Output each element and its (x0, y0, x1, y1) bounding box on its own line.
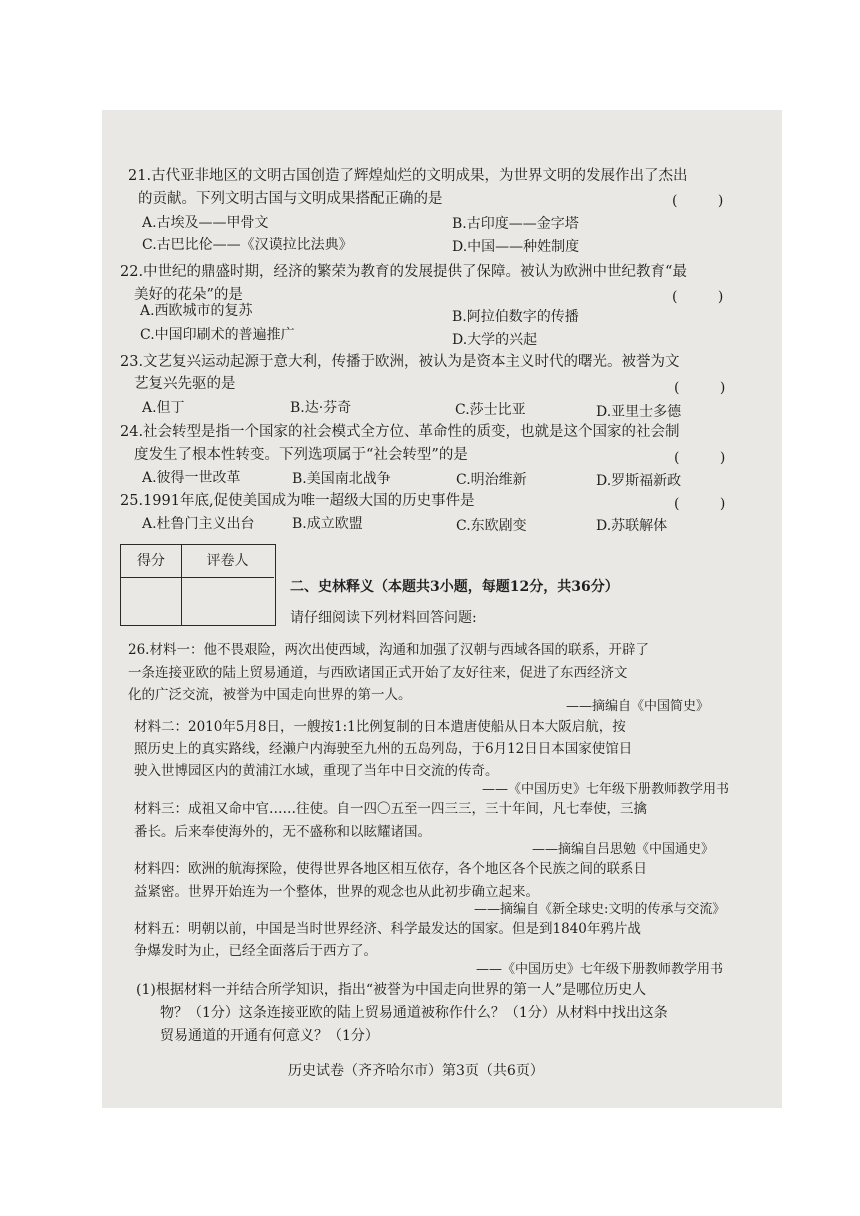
q25-stem: 25.1991年底,促使美国成为唯一超级大国的历史事件是 (120, 493, 475, 509)
q25-option-c: C.东欧剧变 (456, 518, 527, 534)
q26-material2-line3: 驶入世博园区内的黄浦江水域，重现了当年中日交流的传奇。 (134, 763, 499, 779)
q23-stem-line1: 23.文艺复兴运动起源于意大利，传播于欧洲，被认为是资本主义时代的曙光。被誉为文 (120, 354, 680, 370)
q21-option-c: C.古巴比伦——《汉谟拉比法典》 (142, 237, 353, 253)
q26-material2-line2: 照历史上的真实路线，经濑户内海驶至九州的五岛列岛，于6月12日日本国家使馆日 (134, 741, 633, 757)
score-table (120, 544, 276, 626)
q24-answer-paren: ( ) (674, 450, 744, 466)
q26-material2-line1: 材料二：2010年5月8日，一艘按1:1比例复制的日本遣唐使船从日本大阪启航，按 (134, 719, 626, 735)
q22-option-c: C.中国印刷术的普遍推广 (140, 327, 295, 343)
q25-option-b: B.成立欧盟 (292, 516, 363, 532)
q23-option-a: A.但丁 (142, 400, 185, 416)
q23-answer-paren: ( ) (674, 380, 744, 396)
q26-material4-line2: 益紧密。世界开始连为一个整体，世界的观念也从此初步确立起来。 (134, 884, 539, 900)
q24-option-b: B.美国南北战争 (292, 471, 391, 487)
q26-material3-line1: 材料三：成祖又命中官……往使。自一四〇五至一四三三，三十年间，凡七奉使，三擒 (134, 801, 647, 817)
q26-sub1-line3: 贸易通道的开通有何意义？（1分） (160, 1028, 379, 1044)
q21-stem-line1: 21.古代亚非地区的文明古国创造了辉煌灿烂的文明成果，为世界文明的发展作出了杰出 (128, 168, 688, 184)
q23-option-d: D.亚里士多德 (596, 404, 682, 420)
q22-stem-line1: 22.中世纪的鼎盛时期，经济的繁荣为教育的发展提供了保障。被认为欧洲中世纪教育“最 (120, 264, 687, 280)
q21-option-b: B.古印度——金字塔 (452, 216, 579, 232)
section2-title: 二、史林释义（本题共3小题，每题12分，共36分） (290, 579, 619, 595)
q26-material1-line2: 一条连接亚欧的陆上贸易通道，与西欧诸国正式开始了友好往来，促进了东西经济文 (128, 665, 628, 681)
q23-option-c: C.莎士比亚 (455, 402, 526, 418)
table-divider (181, 545, 182, 625)
q26-material4-source: ——摘编自《新全球史:文明的传承与交流》 (474, 902, 726, 917)
q21-option-d: D.中国——种姓制度 (452, 239, 580, 255)
q22-stem-line2: 美好的花朵”的是 (134, 287, 243, 303)
q22-option-a: A.西欧城市的复苏 (140, 303, 253, 319)
q25-answer-paren: ( ) (674, 496, 744, 512)
q26-material3-source: ——摘编自吕思勉《中国通史》 (532, 842, 715, 857)
q26-material1-source: ——摘编自《中国简史》 (566, 699, 710, 714)
q23-option-b: B.达·芬奇 (290, 400, 352, 416)
q25-option-a: A.杜鲁门主义出台 (142, 516, 255, 532)
grader-header: 评卷人 (181, 545, 274, 578)
q23-stem-line2: 艺复兴先驱的是 (134, 376, 236, 392)
q22-option-b: B.阿拉伯数字的传播 (452, 309, 579, 325)
q26-material1-line1: 26.材料一：他不畏艰险，两次出使西域，沟通和加强了汉朝与西域各国的联系，开辟了 (128, 642, 649, 658)
q22-answer-paren: ( ) (672, 289, 742, 305)
q26-material1-line3: 化的广泛交流，被誉为中国走向世界的第一人。 (128, 687, 412, 703)
q26-material2-source: ——《中国历史》七年级下册教师教学用书 (482, 782, 730, 797)
q26-sub1-line2: 物？（1分）这条连接亚欧的陆上贸易通道被称作什么？（1分）从材料中找出这条 (160, 1005, 668, 1021)
q21-stem-line2: 的贡献。下列文明古国与文明成果搭配正确的是 (138, 191, 443, 207)
q22-option-d: D.大学的兴起 (452, 332, 538, 348)
q26-material3-line2: 番长。后来奉使海外的，无不盛称和以眩耀诸国。 (134, 824, 431, 840)
q24-option-c: C.明治维新 (456, 472, 527, 488)
q21-answer-paren: ( ) (672, 193, 742, 209)
q26-material5-line2: 争爆发时为止，已经全面落后于西方了。 (134, 943, 377, 959)
q24-option-a: A.彼得一世改革 (142, 470, 241, 486)
q24-stem-line1: 24.社会转型是指一个国家的社会模式全方位、革命性的质变，也就是这个国家的社会制 (120, 424, 680, 440)
q26-material5-source: ——《中国历史》七年级下册教师教学用书 (476, 962, 724, 977)
score-header: 得分 (121, 545, 181, 578)
q25-option-d: D.苏联解体 (596, 518, 668, 534)
q24-option-d: D.罗斯福新政 (596, 473, 682, 489)
page-footer: 历史试卷（齐齐哈尔市）第3页（共6页） (288, 1063, 544, 1079)
q24-stem-line2: 度发生了根本性转变。下列选项属于“社会转型”的是 (134, 447, 468, 463)
q26-material5-line1: 材料五：明朝以前，中国是当时世界经济、科学最发达的国家。但是到1840年鸦片战 (134, 921, 641, 937)
section2-instruction: 请仔细阅读下列材料回答问题: (290, 610, 477, 626)
q26-material4-line1: 材料四：欧洲的航海探险，使得世界各地区相互依存，各个地区各个民族之间的联系日 (134, 861, 647, 877)
q21-option-a: A.古埃及——甲骨文 (142, 215, 269, 231)
q26-sub1-line1: (1)根据材料一并结合所学知识，指出“被誉为中国走向世界的第一人”是哪位历史人 (136, 982, 647, 998)
